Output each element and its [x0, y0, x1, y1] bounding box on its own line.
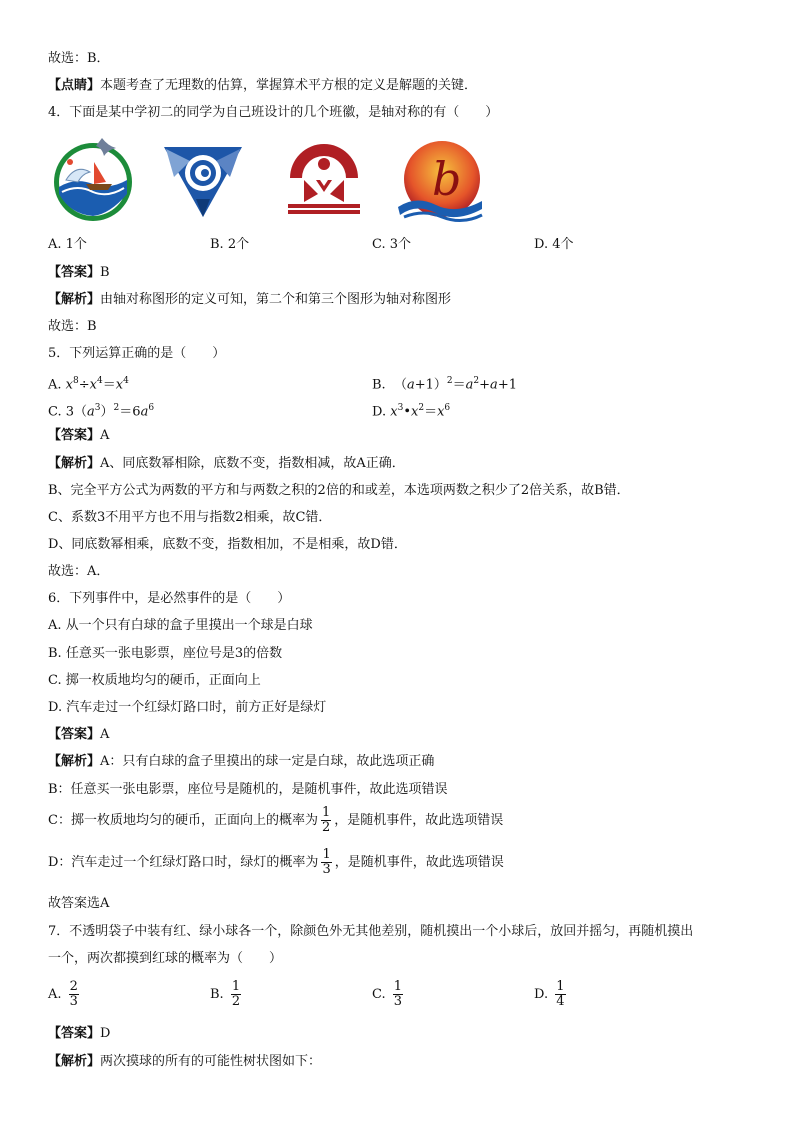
question-7-stem-2: 一个，两次都摸到红球的概率为（ ） — [48, 951, 283, 966]
q6-answer: 【答案】A — [48, 727, 110, 742]
q6-option-a[interactable]: A. 从一个只有白球的盒子里摸出一个球是白球 — [48, 618, 313, 633]
conclusion-line: 故选：B． — [48, 51, 110, 66]
q7-option-c[interactable]: C. $\frac{1}{3}$ — [372, 979, 403, 1009]
q5-analysis-d: D、同底数幂相乘，底数不变，指数相加，不是相乘，故D错． — [48, 537, 407, 552]
q6-option-c[interactable]: C. 掷一枚质地均匀的硬币，正面向上 — [48, 673, 261, 688]
q5-option-b[interactable]: B. $(a+1)^2=a^2+a+1$ — [372, 376, 517, 393]
q7-option-d[interactable]: D. $\frac{1}{4}$ — [534, 979, 565, 1009]
q4-option-a[interactable]: A. 1个 — [48, 237, 87, 252]
class-logo-4 — [396, 137, 486, 225]
q4-conclusion: 故选：B — [48, 319, 97, 334]
q7-answer: 【答案】D — [48, 1026, 111, 1041]
q5-analysis-a: 【解析】A、同底数幂相除，底数不变，指数相减，故A正确． — [48, 456, 405, 471]
q5-option-c[interactable]: C. $3(a^3)^2=6a^6$ — [48, 403, 155, 420]
q5-analysis-b: B、完全平方公式为两数的平方和与两数之积的2倍的和或差，本选项两数之积少了2倍关系，故B错． — [48, 483, 630, 498]
q5-conclusion: 故选：A． — [48, 564, 110, 579]
q5-option-a[interactable]: A. $x^8\div x^4=x^4$ — [48, 376, 129, 393]
q4-option-b[interactable]: B. 2个 — [210, 237, 250, 252]
q5-analysis-c: C、系数3不用平方也不用与指数2相乘，故C错． — [48, 510, 332, 525]
class-logo-2 — [160, 137, 246, 223]
q7-analysis: 【解析】两次摸球的所有的可能性树状图如下： — [48, 1054, 322, 1069]
class-logo-1 — [50, 132, 136, 224]
q4-option-d[interactable]: D. 4个 — [534, 237, 574, 252]
q6-analysis-a: 【解析】A：只有白球的盒子里摸出的球一定是白球，故此选项正确 — [48, 754, 435, 769]
q5-answer: 【答案】A — [48, 428, 110, 443]
q6-analysis-c: C：掷一枚质地均匀的硬币，正面向上的概率为 $\frac{1}{2}$ ，是随机事件，故此选项错误 — [48, 805, 504, 835]
fraction-one-half: $\frac{1}{2}$ — [321, 805, 331, 835]
q4-answer: 【答案】B — [48, 265, 110, 280]
question-4-stem: 4．下面是某中学初二的同学为自己班设计的几个班徽，是轴对称的有（ ） — [48, 105, 499, 120]
q4-option-c[interactable]: C. 3个 — [372, 237, 412, 252]
tip-tag: 【点睛】 — [48, 78, 101, 93]
question-5-stem: 5．下列运算正确的是（ ） — [48, 346, 226, 361]
q6-analysis-b: B：任意买一张电影票，座位号是随机的，是随机事件，故此选项错误 — [48, 782, 448, 797]
class-logo-3 — [282, 140, 366, 218]
tip-line — [48, 77, 477, 95]
q7-option-b[interactable]: B. $\frac{1}{2}$ — [210, 979, 241, 1009]
q5-option-d[interactable]: D. $x^3•x^2=x^6$ — [372, 403, 451, 420]
q6-conclusion: 故答案选A — [48, 896, 110, 911]
q4-analysis: 【解析】由轴对称图形的定义可知，第二个和第三个图形为轴对称图形 — [48, 292, 452, 307]
question-7-stem-1: 7．不透明袋子中装有红、绿小球各一个，除颜色外无其他差别，随机摸出一个小球后，放回并摇匀，再随机摸出 — [48, 924, 694, 939]
q7-option-a[interactable]: A. $\frac{2}{3}$ — [48, 979, 78, 1009]
q6-option-d[interactable]: D. 汽车走过一个红绿灯路口时，前方正好是绿灯 — [48, 700, 327, 715]
fraction-one-third: $\frac{1}{3}$ — [322, 847, 331, 877]
svg-text:b: b — [432, 152, 462, 206]
tip-text: 本题考查了无理数的估算，掌握算术平方根的定义是解题的关键． — [100, 78, 478, 93]
q6-analysis-d: D：汽车走过一个红绿灯路口时，绿灯的概率为 $\frac{1}{3}$ ，是随机事件，故此选项错误 — [48, 847, 504, 877]
question-6-stem: 6．下列事件中，是必然事件的是（ ） — [48, 591, 291, 606]
q6-option-b[interactable]: B. 任意买一张电影票，座位号是3的倍数 — [48, 646, 283, 661]
